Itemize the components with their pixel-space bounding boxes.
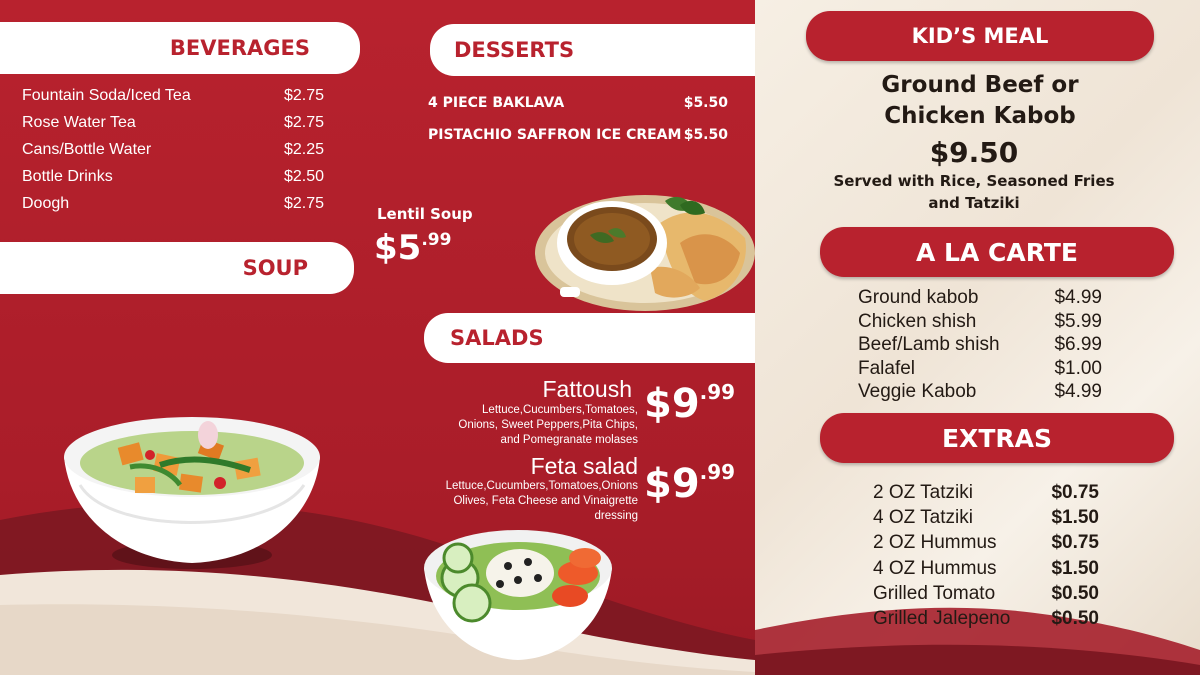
soup-price (374, 228, 451, 268)
dessert-item-price: $5.50 (683, 127, 728, 143)
extra-item-name: 4 OZ Hummus (873, 557, 997, 579)
fattoush-desc-line-2: Onions, Sweet Peppers,Pita Chips, (458, 419, 638, 431)
extra-item-price: $0.75 (1051, 532, 1099, 554)
extra-item-price: $0.75 (1051, 482, 1099, 503)
extra-item-price: $0.50 (1051, 608, 1099, 629)
feta-salad-name: Feta salad (530, 453, 638, 479)
dessert-item-name: PISTACHIO SAFFRON ICE CREAM (428, 127, 682, 143)
a-la-carte-item-price: $4.99 (1054, 287, 1102, 308)
dessert-item-price: $5.50 (683, 95, 728, 111)
beverage-item-price: $2.25 (283, 141, 324, 158)
extra-item-name: Grilled Jalepeno (873, 608, 1011, 629)
a-la-carte-row (858, 334, 1102, 356)
kids-meal-served-line-2: and Tatziki (928, 194, 1020, 212)
a-la-carte-row (858, 381, 1102, 403)
extra-item-price: $1.50 (1051, 557, 1099, 579)
a-la-carte-title: A LA CARTE (916, 237, 1078, 267)
feta-price-main: $9 (644, 461, 700, 507)
extra-row (873, 507, 1099, 529)
extra-item-name: 2 OZ Tatziki (873, 482, 973, 503)
beverage-item-name: Cans/Bottle Water (22, 141, 152, 158)
extra-row (873, 482, 1099, 504)
a-la-carte-row (858, 311, 1102, 333)
a-la-carte-item-price: $1.00 (1054, 357, 1102, 379)
kids-meal-price: $9.50 (929, 136, 1019, 169)
kids-meal-title: KID’S MEAL (911, 24, 1049, 48)
extra-row (873, 583, 1099, 605)
extra-item-name: 4 OZ Tatziki (873, 507, 973, 529)
feta-salad-image (420, 518, 615, 668)
beverage-item-name: Doogh (22, 195, 70, 212)
salads-header (424, 313, 755, 363)
feta-desc-line-3: dressing (594, 510, 638, 522)
beverage-item-price: $2.50 (283, 168, 324, 185)
salads-title: SALADS (450, 326, 544, 350)
fattoush-desc-line-3: and Pomegranate molases (500, 434, 638, 446)
fattoush-desc-line-1: Lettuce,Cucumbers,Tomatoes, (482, 404, 638, 416)
extra-row (873, 532, 1099, 554)
feta-desc-line-2: Olives, Feta Cheese and Vinaigrette (453, 495, 638, 507)
beverage-row (22, 168, 324, 186)
fattoush-name: Fattoush (542, 376, 632, 402)
a-la-carte-item-price: $4.99 (1054, 381, 1102, 402)
beverage-item-price: $2.75 (283, 87, 324, 104)
kids-meal-name-line-1: Ground Beef or (881, 72, 1079, 98)
beverage-item-price: $2.75 (283, 114, 324, 131)
soup-header (0, 242, 354, 294)
desserts-title: DESSERTS (454, 38, 575, 62)
soup-item-name: Lentil Soup (377, 205, 473, 223)
fattoush-price-cents: .99 (699, 380, 736, 404)
feta-salad-price (644, 460, 735, 507)
a-la-carte-item-price: $5.99 (1054, 310, 1102, 332)
soup-title: SOUP (242, 256, 308, 280)
beverage-row (22, 141, 324, 159)
a-la-carte-header (820, 227, 1174, 277)
a-la-carte-row (858, 287, 1102, 309)
a-la-carte-item-name: Beef/Lamb shish (858, 334, 1000, 355)
fattoush-price (644, 380, 735, 427)
feta-price-cents: .99 (699, 460, 736, 484)
beverage-row (22, 87, 324, 105)
extra-item-price: $1.50 (1051, 507, 1099, 529)
kids-meal-header (806, 11, 1154, 61)
soup-price-cents: .99 (421, 230, 452, 250)
a-la-carte-item-name: Ground kabob (858, 287, 979, 308)
beverage-row (22, 195, 324, 213)
a-la-carte-item-name: Chicken shish (858, 310, 977, 332)
desserts-header (430, 24, 755, 76)
fattoush-image (60, 405, 325, 575)
a-la-carte-item-name: Falafel (858, 357, 916, 379)
lentil-soup-image (530, 183, 755, 315)
extra-item-name: 2 OZ Hummus (873, 532, 997, 554)
extra-row (873, 558, 1099, 580)
soup-price-main: $5 (374, 228, 422, 268)
beverage-item-name: Bottle Drinks (22, 168, 113, 185)
feta-desc-line-1: Lettuce,Cucumbers,Tomatoes,Onions (445, 480, 638, 492)
beverage-row (22, 114, 324, 132)
fattoush-description (458, 403, 638, 448)
extras-title: EXTRAS (941, 423, 1052, 453)
extra-item-price: $0.50 (1051, 582, 1099, 604)
kids-meal-served-line-1: Served with Rice, Seasoned Fries (833, 172, 1115, 190)
extras-header (820, 413, 1174, 463)
dessert-row (428, 127, 728, 143)
extra-row (873, 608, 1099, 630)
a-la-carte-item-price: $6.99 (1054, 334, 1102, 355)
fattoush-price-main: $9 (644, 381, 700, 427)
dessert-item-name: 4 PIECE BAKLAVA (428, 95, 565, 111)
beverages-header (0, 22, 360, 74)
beverages-title: BEVERAGES (169, 36, 310, 60)
dessert-row (428, 95, 728, 111)
extra-item-name: Grilled Tomato (873, 582, 996, 604)
beverage-item-name: Fountain Soda/Iced Tea (22, 87, 191, 104)
beverage-item-price: $2.75 (283, 195, 324, 212)
a-la-carte-row (858, 358, 1102, 380)
a-la-carte-item-name: Veggie Kabob (858, 381, 977, 402)
kids-meal-name-line-2: Chicken Kabob (884, 103, 1076, 129)
beverage-item-name: Rose Water Tea (22, 114, 136, 131)
